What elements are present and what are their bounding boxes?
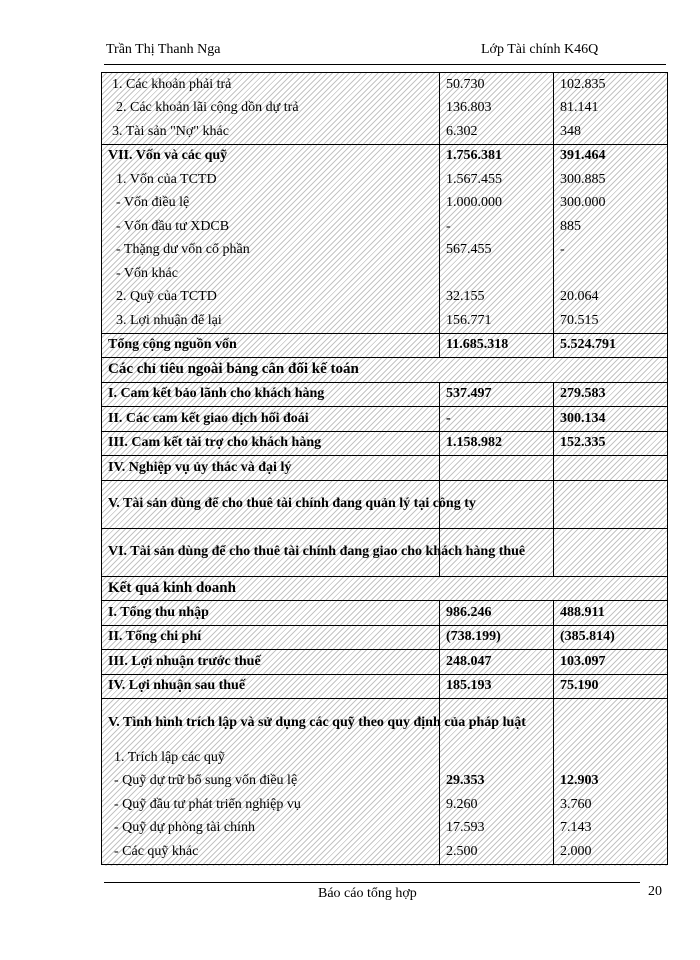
value-current: 185.193 <box>440 674 554 699</box>
value-current: (738.199) <box>440 625 554 650</box>
value-current <box>440 262 554 286</box>
table-row <box>102 528 668 576</box>
value-previous: 3.760 <box>554 793 668 817</box>
value-previous: 279.583 <box>554 382 668 407</box>
row-label: - Quỹ dự trữ bổ sung vốn điều lệ <box>102 770 440 794</box>
table-row <box>102 144 668 168</box>
value-previous: 102.835 <box>554 73 668 97</box>
value-current: - <box>440 407 554 432</box>
value-current: 537.497 <box>440 382 554 407</box>
table-row <box>102 674 668 699</box>
table-row <box>102 456 668 481</box>
value-previous <box>554 528 668 576</box>
value-previous: 391.464 <box>554 144 668 168</box>
value-previous: 70.515 <box>554 309 668 333</box>
row-label: I. Tổng thu nhập <box>102 601 440 626</box>
table-row <box>102 192 668 216</box>
value-current: 136.803 <box>440 97 554 121</box>
value-current: 50.730 <box>440 73 554 97</box>
row-label: IV. Lợi nhuận sau thuế <box>102 674 440 699</box>
row-label: VII. Vốn và các quỹ <box>102 144 440 168</box>
value-previous: 2.000 <box>554 840 668 864</box>
footer-rule <box>104 882 640 883</box>
value-current: 1.158.982 <box>440 431 554 456</box>
value-previous: 12.903 <box>554 770 668 794</box>
value-current: 567.455 <box>440 239 554 263</box>
value-previous: 885 <box>554 215 668 239</box>
table-row <box>102 817 668 841</box>
table-row <box>102 286 668 310</box>
table-row <box>102 840 668 864</box>
row-label: - Quỹ dự phòng tài chính <box>102 817 440 841</box>
row-label: 3. Lợi nhuận để lại <box>102 309 440 333</box>
value-current: 6.302 <box>440 120 554 144</box>
financial-table <box>101 72 668 865</box>
table-row <box>102 431 668 456</box>
section-heading-off-balance: Các chỉ tiêu ngoài bảng cân đối kế toán <box>102 358 668 383</box>
table-row <box>102 239 668 263</box>
value-current: 248.047 <box>440 650 554 675</box>
table-row <box>102 601 668 626</box>
table-row <box>102 382 668 407</box>
row-label: V. Tình hình trích lập và sử dụng các quỹ theo quy định của pháp luật <box>102 699 440 747</box>
section-heading-row <box>102 576 668 601</box>
footer-title: Báo cáo tổng hợp <box>318 886 417 901</box>
row-label: 3. Tài sản "Nợ" khác <box>102 120 440 144</box>
value-previous <box>554 699 668 747</box>
value-current: - <box>440 215 554 239</box>
value-previous: 300.885 <box>554 168 668 192</box>
value-previous: 300.134 <box>554 407 668 432</box>
row-label: Tổng cộng nguồn vốn <box>102 333 440 358</box>
row-label: I. Cam kết bảo lãnh cho khách hàng <box>102 382 440 407</box>
table-row <box>102 770 668 794</box>
table-row <box>102 793 668 817</box>
row-label: V. Tài sản dùng để cho thuê tài chính đang quản lý tại công ty <box>102 480 440 528</box>
value-previous: 20.064 <box>554 286 668 310</box>
row-label: II. Các cam kết giao dịch hối đoái <box>102 407 440 432</box>
value-current: 29.353 <box>440 770 554 794</box>
table-row-total <box>102 333 668 358</box>
value-current: 32.155 <box>440 286 554 310</box>
table-row <box>102 73 668 97</box>
row-label: - Vốn khác <box>102 262 440 286</box>
section-heading-row <box>102 358 668 383</box>
row-label: VI. Tài sản dùng để cho thuê tài chính đang giao cho khách hàng thuê <box>102 528 440 576</box>
row-label: 2. Các khoản lãi cộng dồn dự trả <box>102 97 440 121</box>
value-current: 1.756.381 <box>440 144 554 168</box>
value-previous <box>554 456 668 481</box>
table-row <box>102 650 668 675</box>
row-label: III. Lợi nhuận trước thuế <box>102 650 440 675</box>
table-row <box>102 699 668 747</box>
table-row <box>102 480 668 528</box>
row-label: - Vốn đầu tư XDCB <box>102 215 440 239</box>
table-row <box>102 625 668 650</box>
table-row <box>102 97 668 121</box>
row-label: IV. Nghiệp vụ ủy thác và đại lý <box>102 456 440 481</box>
value-previous: 300.000 <box>554 192 668 216</box>
row-label: - Thặng dư vốn cổ phần <box>102 239 440 263</box>
value-previous <box>554 262 668 286</box>
page-number: 20 <box>648 884 662 899</box>
header-class: Lớp Tài chính K46Q <box>481 42 599 57</box>
value-previous: 152.335 <box>554 431 668 456</box>
section-heading-business-results: Kết quả kinh doanh <box>102 576 668 601</box>
value-previous: 5.524.791 <box>554 333 668 358</box>
table-row <box>102 407 668 432</box>
header-rule <box>104 64 666 65</box>
value-current <box>440 456 554 481</box>
row-label: - Quỹ đầu tư phát triển nghiệp vụ <box>102 793 440 817</box>
value-current <box>440 746 554 770</box>
value-current: 17.593 <box>440 817 554 841</box>
value-previous: 81.141 <box>554 97 668 121</box>
row-label: 1. Trích lập các quỹ <box>102 746 440 770</box>
value-previous: 103.097 <box>554 650 668 675</box>
value-current: 2.500 <box>440 840 554 864</box>
value-previous <box>554 746 668 770</box>
value-previous <box>554 480 668 528</box>
row-label: 2. Quỹ của TCTD <box>102 286 440 310</box>
value-current: 1.000.000 <box>440 192 554 216</box>
value-previous: 348 <box>554 120 668 144</box>
value-current: 11.685.318 <box>440 333 554 358</box>
row-label: 1. Các khoản phải trả <box>102 73 440 97</box>
value-previous: (385.814) <box>554 625 668 650</box>
table-row <box>102 120 668 144</box>
value-previous: - <box>554 239 668 263</box>
table-row <box>102 309 668 333</box>
value-current: 1.567.455 <box>440 168 554 192</box>
row-label: III. Cam kết tài trợ cho khách hàng <box>102 431 440 456</box>
value-current: 986.246 <box>440 601 554 626</box>
value-current: 9.260 <box>440 793 554 817</box>
row-label: II. Tổng chi phí <box>102 625 440 650</box>
row-label: - Vốn điều lệ <box>102 192 440 216</box>
table-row <box>102 168 668 192</box>
header-author: Trần Thị Thanh Nga <box>106 42 221 57</box>
table-row <box>102 746 668 770</box>
value-previous: 488.911 <box>554 601 668 626</box>
table-row <box>102 215 668 239</box>
row-label: - Các quỹ khác <box>102 840 440 864</box>
row-label: 1. Vốn của TCTD <box>102 168 440 192</box>
value-current: 156.771 <box>440 309 554 333</box>
value-previous: 7.143 <box>554 817 668 841</box>
value-previous: 75.190 <box>554 674 668 699</box>
table-row <box>102 262 668 286</box>
